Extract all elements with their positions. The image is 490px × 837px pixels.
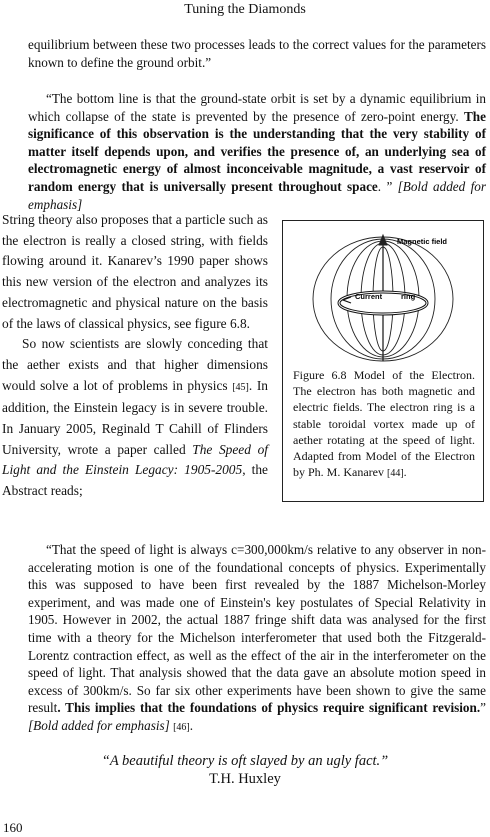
quote-continuation: equilibrium between these two processes leads to the correct values for the parameters known to define the ground orbit.” (28, 37, 486, 70)
body-text: So now scientists are slowly conceding that the aether exists and that higher dimensions would solve a lot of problems in physics (2, 336, 268, 393)
caption-text: . (403, 465, 407, 480)
electron-model-diagram (291, 227, 475, 365)
quote-close: ” (480, 700, 486, 716)
body-paragraph (2, 334, 268, 502)
quote-bold-text: The significance of this observation is the understanding that the very stability of matter itself depends upon, and verifies the presence of, an underlying sea of electromagnetic energy of almost inconceivable magnitude, a vast reservoir of random energy that is universally present throughout space (28, 108, 486, 194)
current-label: Current (355, 292, 383, 301)
block-quote (28, 90, 486, 213)
caption-text: Figure 6.8 Model of the Electron. The electron has both magnetic and electric fields. The electron ring is a stable toroidal vortex made up of aether rotating at the speed of light. Adapted from Model of the Electron by Ph. M. Kanarev (293, 368, 475, 480)
quote-text: “That the speed of light is always c=300,000km/s relative to any observer in non-accelerating motion is one of the foundational concepts of physics. Experimentally this was supposed to have been first revealed by the 1887 Michelson-Morley experiment, and was made one of Einstein's key postulates of Special Relativity in 1905. However in 2002, the actual 1887 fringe shift data was analysed for the first time with a theory for the Michelson interferometer that used both the Fitzgerald-Lorentz contraction effect, as well as the effect of the air in the interferometer on the speed of light. That analysis showed that the data gave an absolute motion speed in excess of 300km/s. So far six other experiments have been shown to give the same result (28, 542, 486, 716)
figure-caption (293, 367, 475, 482)
running-header: Tuning the Diamonds (184, 2, 306, 17)
epigraph-quote: “A beautiful theory is oft slayed by an ugly fact.” (101, 753, 389, 769)
body-text: . In addition, the Einstein legacy is in severe trouble. In January 2005, Reginald T Cahill of Flinders University, wrote a paper called (2, 377, 268, 457)
figure-6-8 (282, 220, 484, 502)
abstract-quote (28, 541, 486, 737)
emphasis-note: [Bold added for emphasis] (28, 717, 170, 733)
epigraph-attribution: T.H. Huxley (209, 771, 281, 787)
citation: [45] (232, 381, 249, 393)
body-text: , the Abstract reads; (2, 462, 268, 499)
magnetic-field-label: Magnetic field (397, 237, 448, 246)
quote-bold-text: . This implies that the foundations of physics require significant revision. (57, 700, 481, 716)
citation: [44] (386, 468, 404, 480)
quote-close: . ” (377, 178, 398, 194)
paper-title: The Speed of Light and the Einstein Legacy: 1905-2005 (2, 441, 268, 478)
page-number: 160 (3, 820, 23, 835)
quote-text: . (189, 717, 194, 733)
citation: [46] (173, 721, 190, 733)
body-paragraph: String theory also proposes that a particle such as the electron is really a closed string, with fields flowing around it. Kanarev’s 1990 paper shows this new version of the electron and analyzes its electromagnetic and physical nature on the basis of the laws of classical physics, see figure 6.8. (2, 212, 268, 331)
quote-text: “The bottom line is that the ground-state orbit is set by a dynamic equilibrium in which collapse of the state is prevented by the presence of zero-point energy. (28, 91, 486, 124)
body-column (2, 210, 268, 502)
ring-label: ring (401, 292, 416, 301)
emphasis-note: [Bold added for emphasis] (28, 178, 486, 212)
